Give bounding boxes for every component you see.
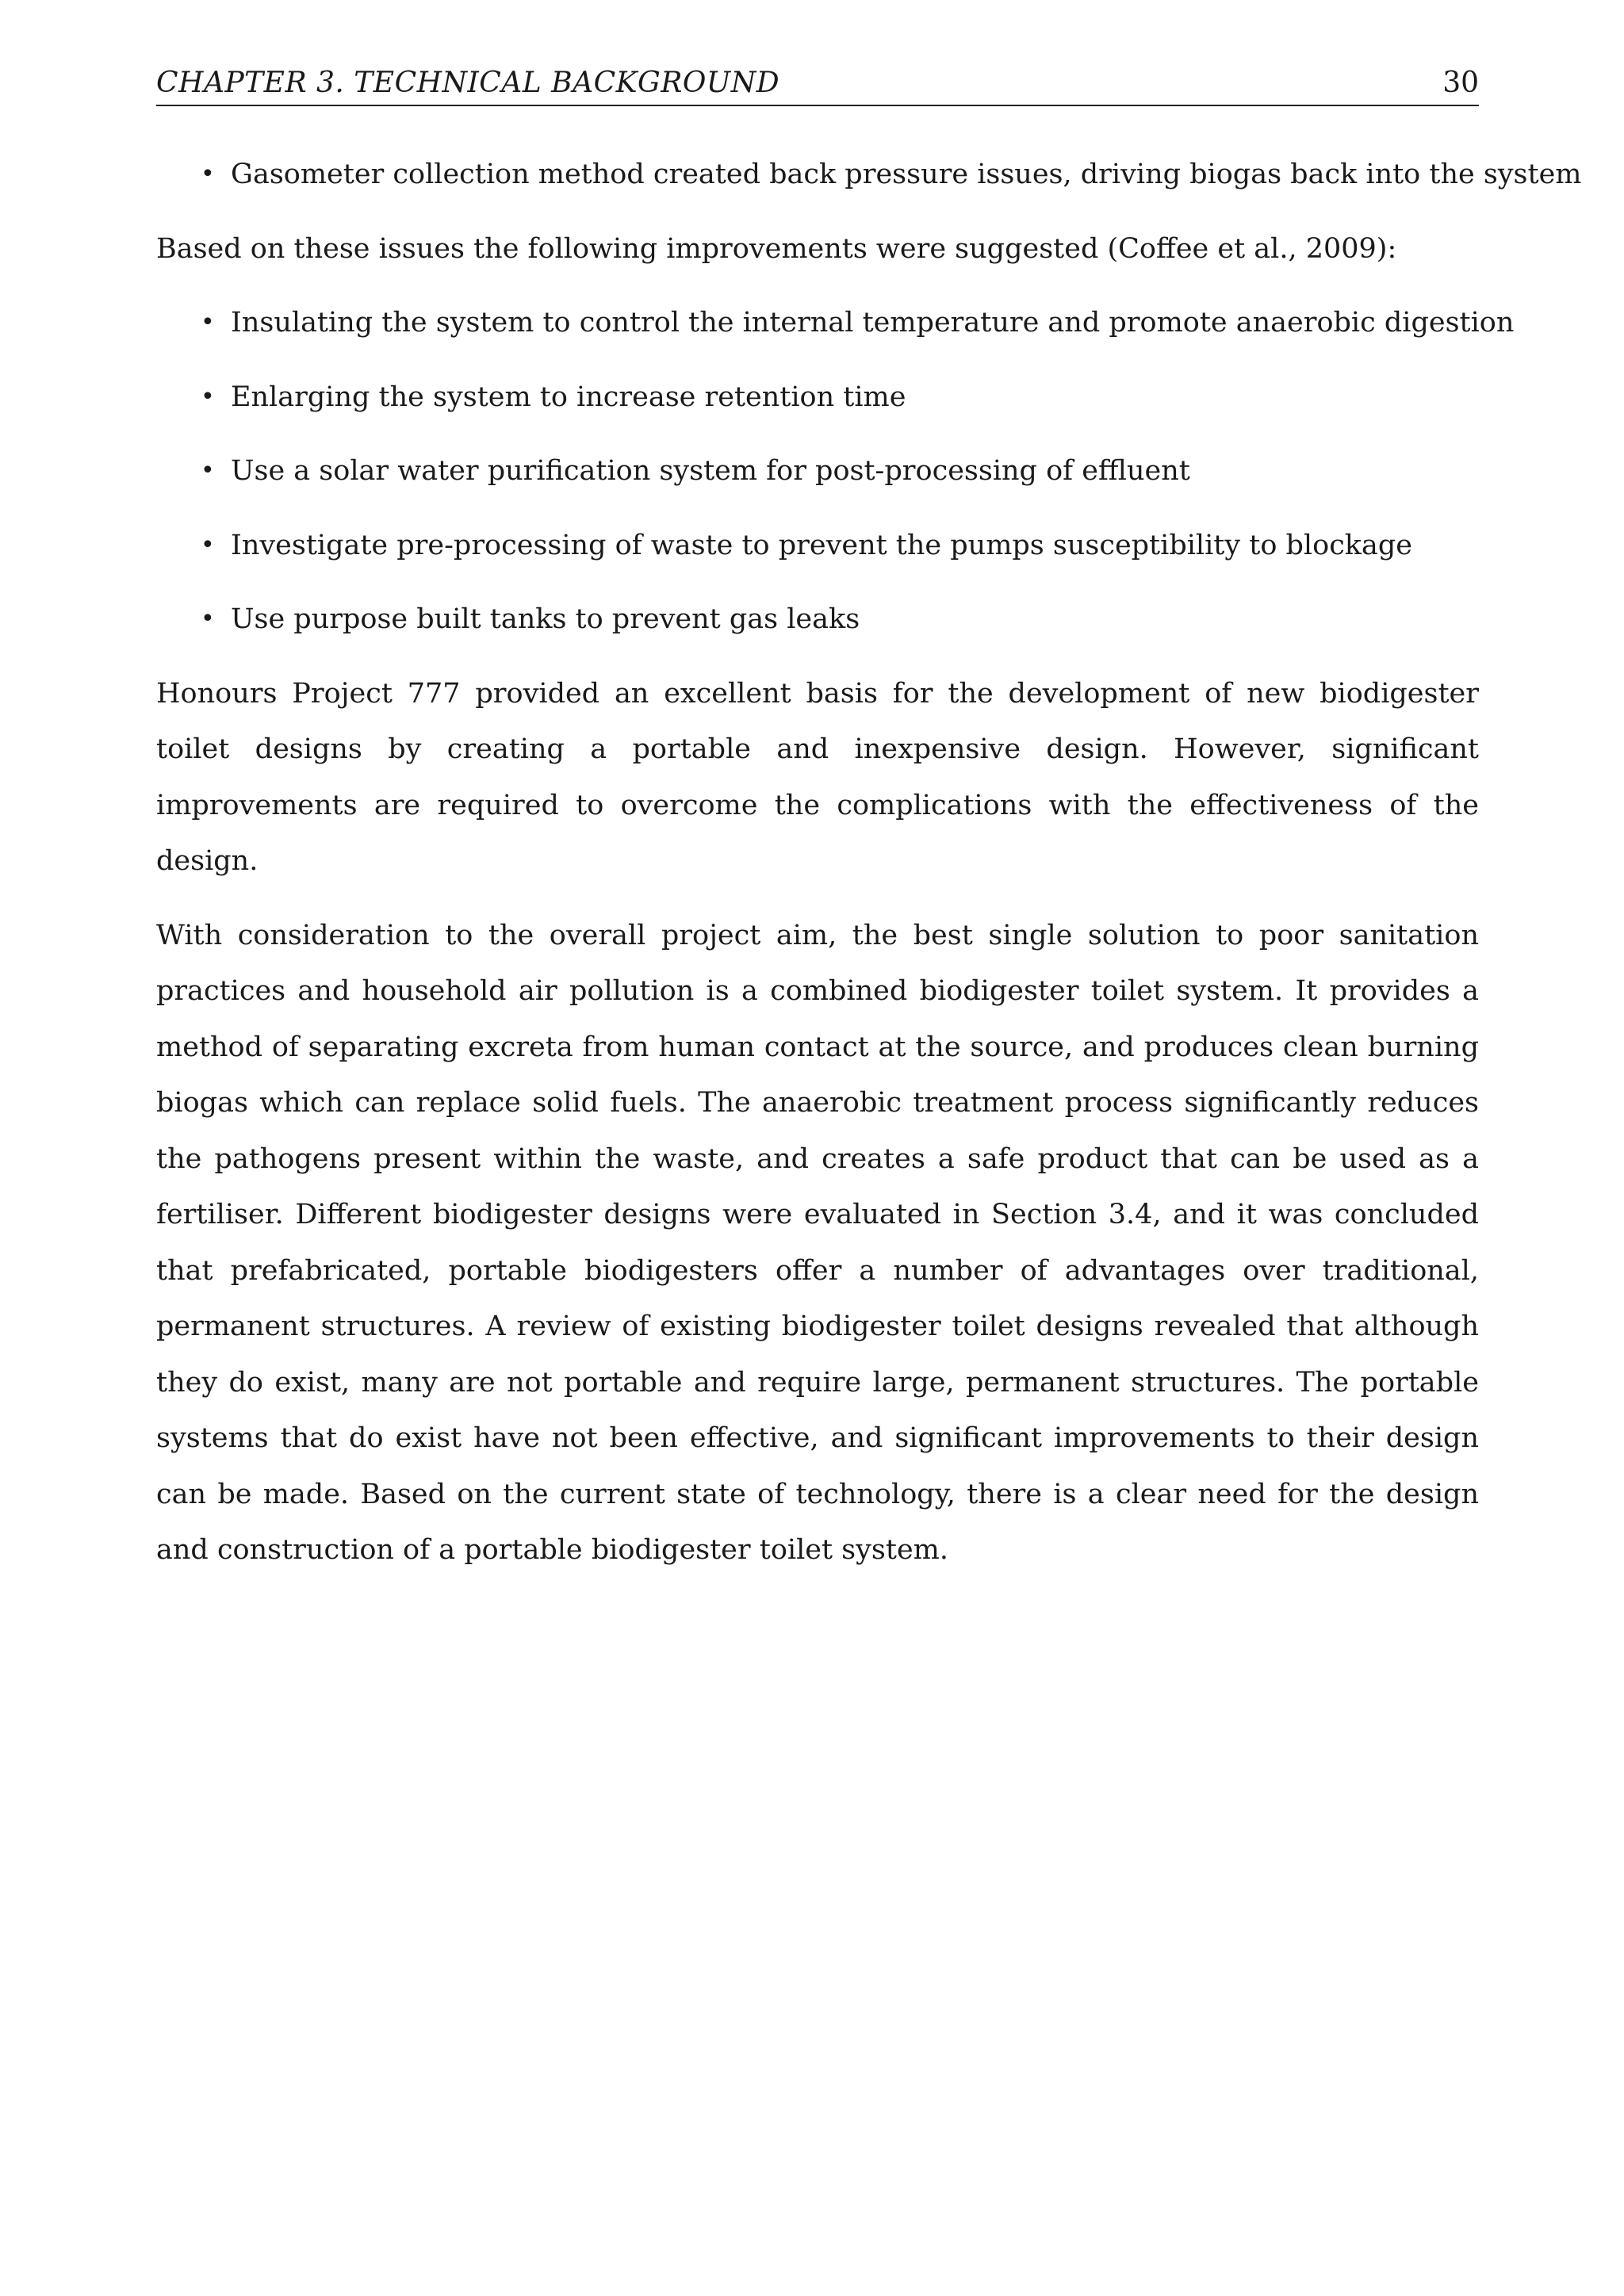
list-item-text: Use purpose built tanks to prevent gas leaks	[231, 603, 860, 635]
body-paragraph-honours-project: Honours Project 777 provided an excellent basis for the development of new biodigester toilet designs by creating a portable and inexpensive design. However, significant improvements are required to overcome the complications with the effectiveness of the design.	[156, 677, 1479, 877]
page-content	[156, 147, 1582, 1597]
list-item-text: Investigate pre-processing of waste to prevent the pumps susceptibility to blockage	[231, 529, 1412, 561]
list-item	[156, 369, 1479, 426]
list-item	[156, 147, 1582, 203]
list-item-text: Use a solar water purification system for post-processing of effluent	[231, 455, 1190, 487]
bullet-list-issues	[156, 147, 1582, 203]
list-item-text: Gasometer collection method created back pressure issues, driving biogas back into the system	[231, 159, 1582, 190]
page-number: 30	[1442, 67, 1479, 99]
body-paragraph-conclusion: With consideration to the overall project aim, the best single solution to poor sanitation practices and household air pollution is a combined biodigester toilet system. It provides a method of separating excreta from human contact at the source, and produces clean burning biogas which can replace solid fuels. The anaerobic treatment process significantly reduces the pathogens present within the waste, and creates a safe product that can be used as a fertiliser. Different biodigester designs were evaluated in Section 3.4, and it was concluded that prefabricated, portable biodigesters offer a number of advantages over traditional, permanent structures. A review of existing biodigester toilet designs revealed that although they do exist, many are not portable and require large, permanent structures. The portable systems that do exist have not been effective, and significant improvements to their design can be made. Based on the current state of technology, there is a clear need for the design and construction of a portable biodigester toilet system.	[156, 919, 1479, 1566]
list-item	[156, 518, 1479, 574]
list-item-text: Insulating the system to control the internal temperature and promote anaerobic digestion	[231, 307, 1515, 339]
chapter-title: CHAPTER 3. TECHNICAL BACKGROUND	[156, 67, 780, 99]
bullet-icon: •	[201, 530, 215, 559]
bullet-icon: •	[201, 605, 215, 633]
bullet-icon: •	[201, 160, 215, 188]
bullet-list-improvements	[156, 295, 1515, 648]
document-page	[156, 0, 1582, 2296]
list-item-text: Enlarging the system to increase retention time	[231, 381, 906, 413]
running-header	[156, 62, 1479, 106]
bullet-icon: •	[201, 457, 215, 484]
list-item	[156, 443, 1479, 499]
list-item	[156, 591, 1479, 648]
bullet-icon: •	[201, 382, 215, 411]
list-item	[156, 295, 1515, 351]
intro-paragraph: Based on these issues the following improvements were suggested (Coffee et al., 2009):	[156, 232, 1397, 265]
bullet-icon: •	[201, 308, 215, 336]
